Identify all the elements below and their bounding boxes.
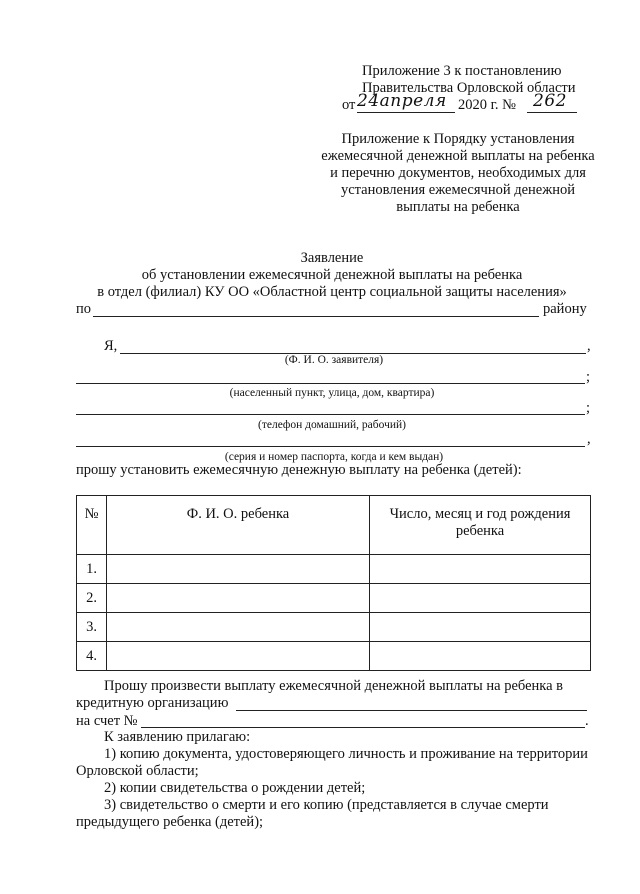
passport-comma: ,	[587, 431, 591, 447]
phone-caption: (телефон домашний, рабочий)	[257, 419, 407, 431]
fio-caption: (Ф. И. О. заявителя)	[284, 354, 384, 366]
address-input-line[interactable]	[76, 383, 585, 384]
row-number: 2.	[77, 584, 107, 613]
child-name-cell[interactable]	[107, 555, 370, 584]
table-row	[77, 613, 591, 642]
passport-input-line[interactable]	[76, 446, 585, 447]
ya-label: Я,	[104, 338, 118, 354]
row-number: 4.	[77, 642, 107, 671]
children-table	[76, 495, 591, 671]
attachment-item-3b: предыдущего ребенка (детей);	[76, 814, 264, 830]
birth-date-cell[interactable]	[370, 555, 591, 584]
account-input-line[interactable]	[141, 727, 585, 728]
header-date-year: 2020 г. №	[458, 97, 517, 113]
phone-semicolon: ;	[586, 400, 591, 416]
fio-comma: ,	[587, 338, 591, 354]
po-label: по	[76, 301, 92, 317]
payment-line-1: Прошу произвести выплату ежемесячной денежной выплаты на ребенка в	[104, 678, 563, 694]
table-row	[77, 642, 591, 671]
rayonu-label: району	[543, 301, 587, 317]
attachment-item-3a: 3) свидетельство о смерти и его копию (представляется в случае смерти	[104, 797, 549, 813]
number-underline	[527, 112, 577, 113]
appendix-line-3: и перечню документов, необходимых для	[330, 165, 586, 181]
phone-input-line[interactable]	[76, 414, 585, 415]
header-child-name: Ф. И. О. ребенка	[107, 496, 370, 555]
attachment-item-2: 2) копии свидетельства о рождении детей;	[104, 780, 366, 796]
attachments-intro: К заявлению прилагаю:	[104, 729, 251, 745]
birth-date-cell[interactable]	[370, 613, 591, 642]
table-header-row	[77, 496, 591, 555]
row-number: 1.	[77, 555, 107, 584]
child-name-cell[interactable]	[107, 642, 370, 671]
child-name-cell[interactable]	[107, 584, 370, 613]
address-caption: (населенный пункт, улица, дом, квартира)	[229, 387, 435, 399]
request-text: прошу установить ежемесячную денежную выплату на ребенка (детей):	[76, 462, 522, 478]
header-line-2: Правительства Орловской области	[362, 80, 576, 96]
handwritten-date: 24апреля	[357, 91, 447, 111]
attachment-item-1a: 1) копию документа, удостоверяющего личность и проживание на территории	[104, 746, 588, 762]
table-row	[77, 555, 591, 584]
header-date-prefix: от	[342, 97, 356, 113]
bank-input-line[interactable]	[236, 710, 587, 711]
header-number: №	[77, 496, 107, 555]
passport-caption: (серия и номер паспорта, когда и кем выдан)	[224, 451, 444, 463]
appendix-line-2: ежемесячной денежной выплаты на ребенка	[321, 148, 595, 164]
birth-date-cell[interactable]	[370, 584, 591, 613]
appendix-line-1: Приложение к Порядку установления	[341, 131, 575, 147]
document-title: Заявление	[300, 250, 364, 266]
attachment-item-1b: Орловской области;	[76, 763, 199, 779]
district-input-line[interactable]	[93, 316, 539, 317]
appendix-line-5: выплаты на ребенка	[396, 199, 520, 215]
account-period: .	[585, 713, 589, 729]
handwritten-number: 262	[533, 91, 567, 111]
payment-line-2: кредитную организацию	[76, 695, 229, 711]
address-semicolon: ;	[586, 369, 591, 385]
child-name-cell[interactable]	[107, 613, 370, 642]
title-subline-2: в отдел (филиал) КУ ОО «Областной центр социальной защиты населения»	[97, 284, 567, 300]
payment-line-3: на счет №	[76, 713, 138, 729]
birth-date-cell[interactable]	[370, 642, 591, 671]
row-number: 3.	[77, 613, 107, 642]
title-subline-1: об установлении ежемесячной денежной выплаты на ребенка	[141, 267, 523, 283]
table-row	[77, 584, 591, 613]
date-underline	[357, 112, 455, 113]
header-line-1: Приложение 3 к постановлению	[362, 63, 562, 79]
appendix-line-4: установления ежемесячной денежной	[340, 182, 576, 198]
header-birth-date: Число, месяц и год рождения ребенка	[370, 496, 591, 555]
